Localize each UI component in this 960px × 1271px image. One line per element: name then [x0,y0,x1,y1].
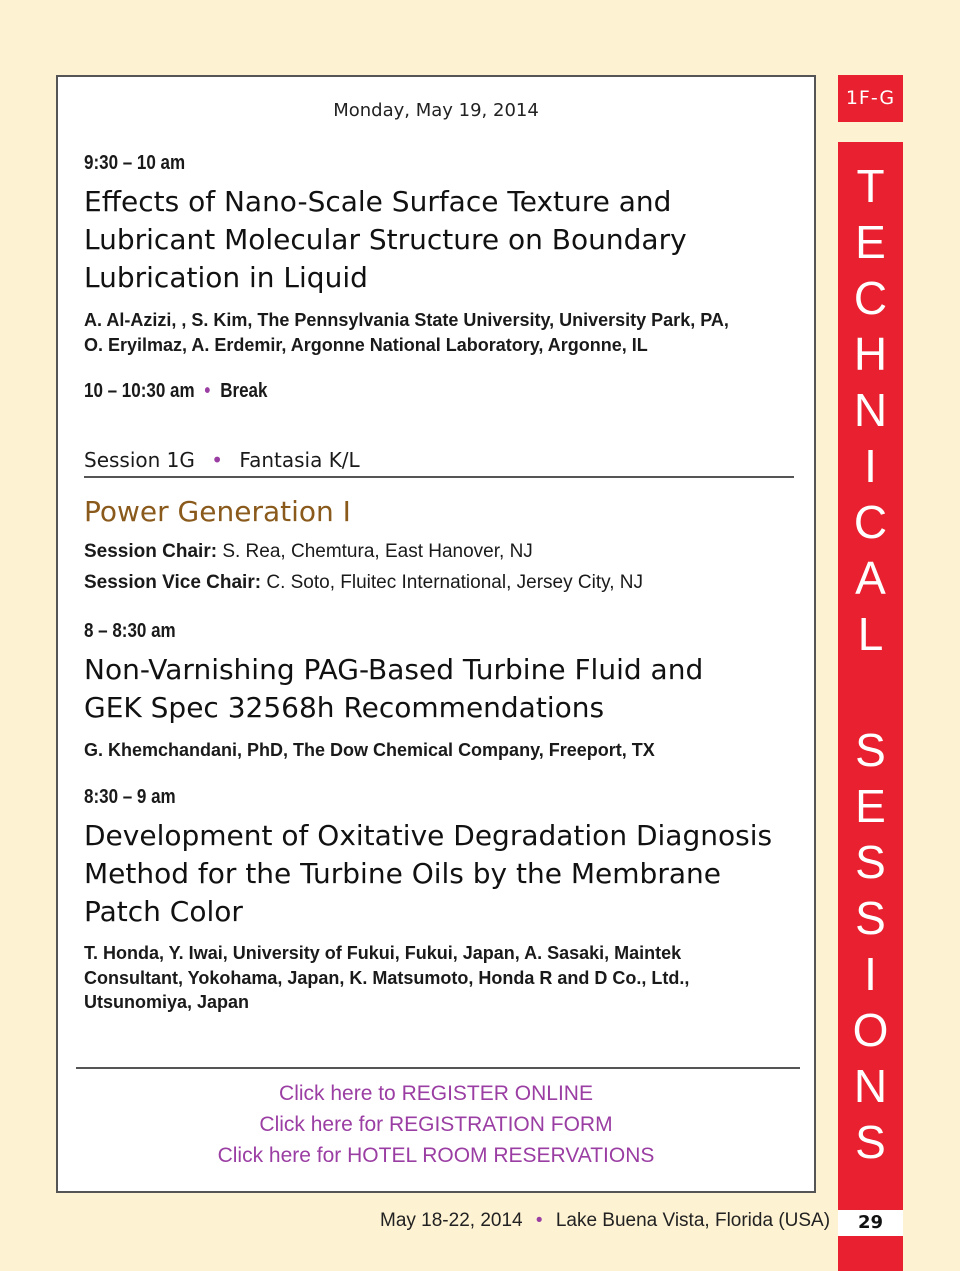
talk1-author-line: O. Eryilmaz, A. Erdemir, Argonne National Laboratory, Argonne, IL [84,334,648,355]
talk1-title-line: Lubrication in Liquid [84,261,368,294]
footer-event-info [380,1210,831,1232]
talk3-title-line: Patch Color [84,895,243,928]
talk3-title-line: Development of Oxitative Degradation Diagnosis [84,819,773,852]
talk1-title-line: Effects of Nano-Scale Surface Texture and [84,185,672,218]
talk1-title-line: Lubricant Molecular Structure on Boundary [84,223,687,256]
talk3-authors [84,941,689,1015]
footer-separator: • [535,1210,543,1231]
tab-letter: A [855,552,886,604]
links-divider [76,1067,800,1069]
session-id: Session 1G [84,448,195,472]
tab-letter: C [853,496,888,548]
tab-letter: I [864,440,877,492]
session-separator: • [211,448,224,472]
talk3-author-line: T. Honda, Y. Iwai, University of Fukui, Fukui, Japan, A. Sasaki, Maintek [84,943,682,963]
session-header [84,448,794,478]
session-vice-chair [84,572,643,594]
session-chair-label: Session Chair: [84,541,218,562]
hotel-reservations-link[interactable]: Click here for HOTEL ROOM RESERVATIONS [217,1144,655,1167]
break-time: 10 – 10:30 am [84,380,195,402]
talk2-author-line: G. Khemchandani, PhD, The Dow Chemical Company, Freeport, TX [84,740,655,760]
talk2-title-line: Non-Varnishing PAG-Based Turbine Fluid and [84,653,704,686]
tab-letter: T [856,160,885,212]
talk1-time: 9:30 – 10 am [84,152,186,174]
tab-letter: S [855,892,886,944]
talk3-title [84,817,772,931]
talk1-authors [84,308,729,357]
registration-form-link[interactable]: Click here for REGISTRATION FORM [259,1113,613,1136]
talk3-author-line: Utsunomiya, Japan [84,992,250,1012]
session-title: Power Generation I [84,495,351,528]
talk1-author-line: A. Al-Azizi, , S. Kim, The Pennsylvania State University, University Park, PA, [84,310,729,330]
tab-letter: N [853,1060,888,1112]
tab-letter: S [855,1116,886,1168]
break-row [84,380,267,403]
talk2-time: 8 – 8:30 am [84,620,176,642]
talk2-title-line: GEK Spec 32568h Recommendations [84,691,605,724]
tab-letter: L [857,608,884,660]
tab-letter: O [852,1004,889,1056]
tab-letter: I [864,948,877,1000]
talk3-title-line: Method for the Turbine Oils by the Membrane [84,857,721,890]
tab-letter: S [855,724,886,776]
page-number: 29 [838,1210,903,1236]
tab-letter: E [855,780,886,832]
tab-letter: C [853,272,888,324]
footer-location: Lake Buena Vista, Florida (USA) [555,1210,831,1231]
tab-letter: N [853,384,888,436]
talk2-authors [84,738,655,763]
talk3-author-line: Consultant, Yokohama, Japan, K. Matsumoto, Honda R and D Co., Ltd., [84,967,690,988]
tab-letter: H [853,328,888,380]
talk2-title [84,651,703,727]
break-separator: • [204,380,211,402]
session-vice-chair-name: C. Soto, Fluitec International, Jersey City, NJ [266,572,643,593]
break-label: Break [220,380,268,402]
talk3-time: 8:30 – 9 am [84,786,176,808]
talk1-title [84,183,687,297]
footer-dates: May 18-22, 2014 [380,1210,523,1231]
session-room: Fantasia K/L [239,448,360,472]
session-vice-chair-label: Session Vice Chair: [84,572,262,593]
register-online-link[interactable]: Click here to REGISTER ONLINE [279,1082,593,1105]
tab-letter: E [855,216,886,268]
section-code-tab: 1F-G [838,75,903,122]
schedule-date: Monday, May 19, 2014 [333,100,539,121]
session-chair [84,541,533,563]
session-chair-name: S. Rea, Chemtura, East Hanover, NJ [222,541,533,562]
tab-letter: S [855,836,886,888]
